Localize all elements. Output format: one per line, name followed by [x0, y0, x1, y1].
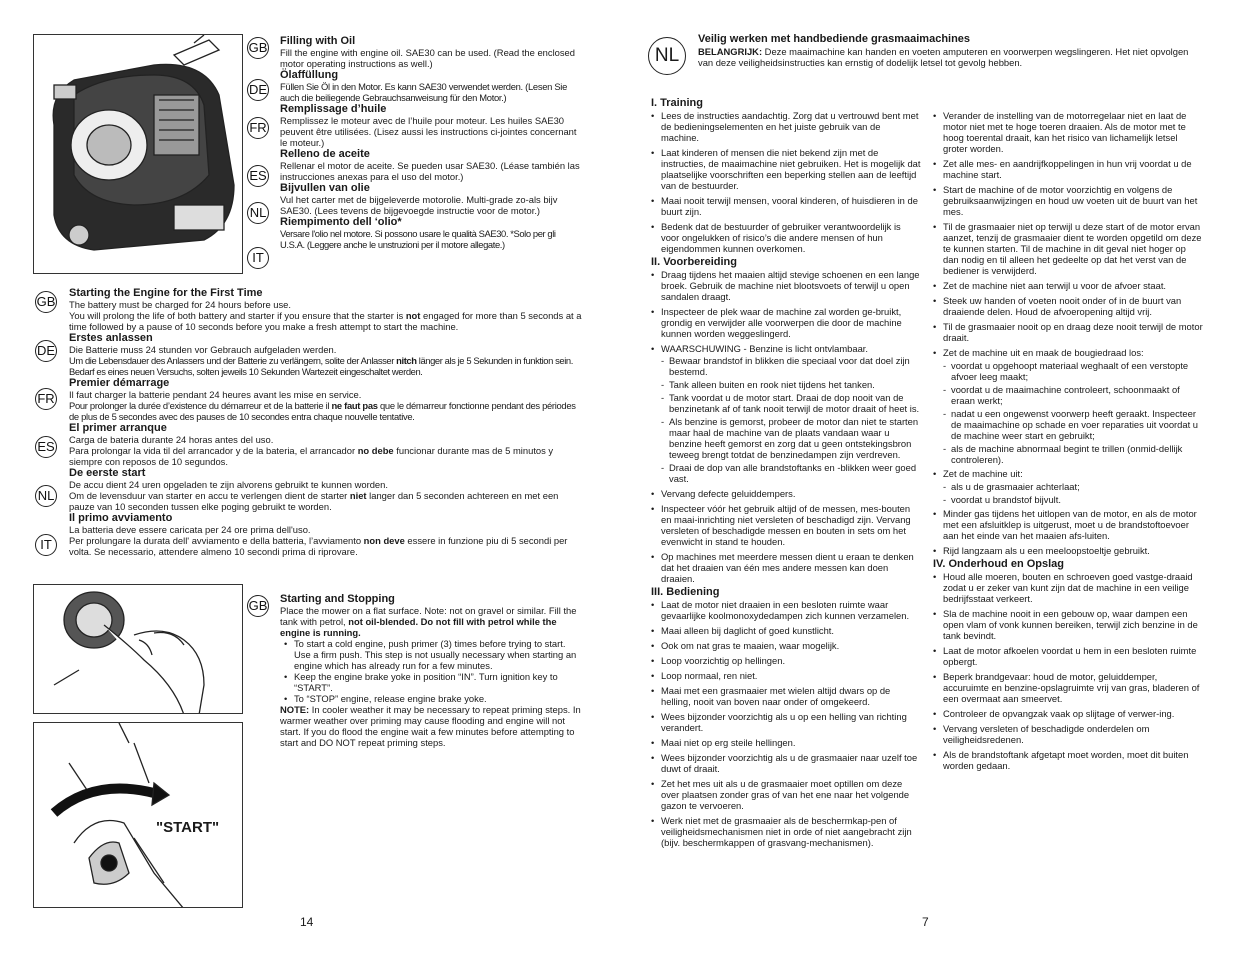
- lang-badge: GB: [35, 291, 57, 313]
- list-item: • Bedenk dat de bestuurder of gebruiker verantwoordelijk is voor ongelukken of risico’s die andere mensen of hun eigendommen kunnen overkomen.: [651, 221, 921, 254]
- paragraph: Pour prolonger la durée d’existence du démarreur et de la batterie il ne faut pas que le démarreur fonctionne pendant des périodes de plus de 5 secondes avec des pauses de 10 secondes entra chaque nouvelle tentative.: [69, 400, 576, 422]
- lang-badge: DE: [35, 340, 57, 362]
- paragraph: Place the mower on a flat surface. Note: not on gravel or similar. Fill the tank with petrol, not oil-blended. Do not fill with petrol while the engine is running.: [280, 605, 577, 638]
- list-item: - voordat u brandstof bijvult.: [943, 494, 1203, 505]
- paragraph: Versare l'olio nel motore. Si possono usare le qualità SAE30. *Solo per gli U.S.A. (Leggere anche le unstruzioni per il motore allegate.): [280, 228, 556, 250]
- paragraph: Per prolungare la durata dell' avviamento e della batteria, l’avviamento non deve essere in funzione piu di 5 secondi per volta. Se necessario, attendere almeno 10 secondi prima di riprovare.: [69, 535, 568, 557]
- list-item: • Zet alle mes- en aandrijfkoppelingen in hun vrij voordat u de machine start.: [933, 158, 1203, 180]
- paragraph: De accu dient 24 uren opgeladen te zijn alvorens gebruikt te kunnen worden.: [69, 479, 388, 490]
- list-item: • To start a cold engine, push primer (3) times before trying to start. Use a firm push. This step is not usually necessary when starting an engine which has already run for a few minutes.: [284, 638, 583, 671]
- paragraph: Vul het carter met de bijgeleverde motorolie. Multi-grade zo-als bijv SAE30. (Lees tevens de bijgevoegde instructie voor de motor.): [280, 194, 558, 216]
- lang-badge: IT: [35, 534, 57, 556]
- paragraph: Um die Lebensdauer des Anlassers und der Batterie zu verlängern, solite der Anlasser nitch länger als je 5 Sekunden in funktion sein. Bedarf es eines neuen Versuchs, solten jeweils 10 Sekunden Wartezeit eingeschaltet werden.: [69, 355, 573, 377]
- start-illustration: [33, 722, 243, 908]
- paragraph: Il faut charger la batterie pendant 24 heures avant les mise en service.: [69, 389, 362, 400]
- page-number: 7: [922, 915, 929, 929]
- paragraph: Remplissez le moteur avec de l’huile pour moteur. Les huiles SAE30 peuvent être utilisées. (Lisez aussi les instructions ci-jointes concernant le moteur.): [280, 115, 577, 148]
- paragraph: La batteria deve essere caricata per 24 ore prima dell'uso.: [69, 524, 311, 535]
- lang-badge: IT: [247, 247, 269, 269]
- section-title: Filling with Oil: [280, 35, 356, 47]
- paragraph: NOTE: In cooler weather it may be necessary to repeat priming steps. In warmer weather over priming may cause flooding and engine will not start. If you do flood the engine wait a few minutes before attempting to start and DO NOT repeat priming steps.: [280, 704, 581, 748]
- section-heading: I. Training: [651, 97, 703, 109]
- section-title: Starting and Stopping: [280, 593, 395, 605]
- list-item: • Til de grasmaaier nooit op en draag deze nooit terwijl de motor draait.: [933, 321, 1203, 343]
- section-title: El primer arranque: [69, 422, 167, 434]
- list-item: • Laat de motor niet draaien in een besloten ruimte waar gevaarlijke koolmonoxydedampen zich kunnen verzamelen.: [651, 599, 921, 621]
- column-2: [933, 110, 1203, 775]
- list-item: • Rijd langzaam als u een meeloopstoeltje gebruikt.: [933, 545, 1203, 556]
- paragraph: Para prolongar la vida til del arrancador y de la bateria, el arrancador no debe funcionar durante mas de 5 minutos y siempre con reposos de 10 segundos.: [69, 445, 554, 467]
- list-item: - Tank voordat u de motor start. Draai de dop nooit van de benzinetank af of tank nooit terwijl de motor draait of heet is.: [661, 392, 921, 414]
- list-item: - voordat u de maaimachine controleert, schoonmaakt of eraan werkt;: [943, 384, 1203, 406]
- list-item: • Sla de machine nooit in een gebouw op, waar dampen een open vlam of vonk kunnen bereiken, terwijl zich benzine in de tank bevindt.: [933, 608, 1203, 641]
- primer-illustration: [33, 584, 243, 714]
- list-item: • Loop voorzichtig op hellingen.: [651, 655, 921, 666]
- lang-badge: FR: [247, 117, 269, 139]
- list-item: • To “STOP” engine, release engine brake yoke.: [284, 693, 583, 704]
- section-title: Bijvullen van olie: [280, 182, 370, 194]
- list-item: • WAARSCHUWING - Benzine is licht ontvlambaar. - Bewaar brandstof in blikken die speciaal voor dat doel zijn bestemd. - Tank alleen buiten en rook niet tijdens het tanken. - Tank voordat u de motor start. Draai de dop nooit van de benzinetank af of tank nooit terwijl de motor draait of heet is. - Als benzine is gemorst, probeer de motor dan niet te starten maar haal de machine van de plaats vandaan waar u benzine heeft gemorst en zorg dat u geen ontstekingsbron teweeg brengt totdat de benzinedampen zijn verdreven. - Draai de dop van alle brandstoftanks en -blikken weer goed vast.: [651, 343, 921, 484]
- column-1: [651, 95, 921, 852]
- list-item: • Zet het mes uit als u de grasmaaier moet optillen om deze over plaatsen zonder gras of van het ene naar het volgende gazon te vervoeren.: [651, 778, 921, 811]
- list-item: - Tank alleen buiten en rook niet tijdens het tanken.: [661, 379, 921, 390]
- page-title: Veilig werken met handbediende grasmaaimachines: [698, 33, 971, 45]
- section-title: Premier démarrage: [69, 377, 170, 389]
- section-heading: II. Voorbereiding: [651, 256, 737, 268]
- list-item: • Controleer de opvangzak vaak op slijtage of verwer-ing.: [933, 708, 1203, 719]
- list-item: • Vervang versleten of beschadigde onderdelen om veiligheidsredenen.: [933, 723, 1203, 745]
- list-item: • Wees bijzonder voorzichtig als u de grasmaaier naar uzelf toe duwt of draait.: [651, 752, 921, 774]
- list-item: - Als benzine is gemorst, probeer de motor dan niet te starten maar haal de machine van de plaats vandaan waar u benzine heeft gemorst en zorg dat u geen ontstekingsbron teweeg brengt totdat de benzinedampen zijn verdreven.: [661, 416, 921, 460]
- section-title: De eerste start: [69, 467, 146, 479]
- list-item: • Draag tijdens het maaien altijd stevige schoenen en een lange broek. Gebruik de machine niet blootsvoets of terwijl u open sandalen draagt.: [651, 269, 921, 302]
- list-item: • Loop normaal, ren niet.: [651, 670, 921, 681]
- lang-badge: NL: [35, 485, 57, 507]
- paragraph: Die Batterie muss 24 stunden vor Gebrauch aufgeladen werden.: [69, 344, 337, 355]
- list-item: - als de machine abnormaal begint te trillen (onmid-dellijk controleren).: [943, 443, 1203, 465]
- list-item: • Als de brandstoftank afgetapt moet worden, moet dit buiten worden gedaan.: [933, 749, 1203, 771]
- list-item: • Lees de instructies aandachtig. Zorg dat u vertrouwd bent met de bedieningselementen en het juiste gebruik van de machine.: [651, 110, 921, 143]
- paragraph: Rellenar el motor de aceite. Se pueden usar SAE30. (Léase también las instrucciones anexas para el uso del motor.): [280, 160, 580, 182]
- paragraph: You will prolong the life of both battery and starter if you ensure that the starter is not engaged for more than 5 seconds at a time followed by a pause of 10 seconds before you make a fresh attempt to start the machine.: [69, 310, 582, 332]
- list-item: • Laat de motor afkoelen voordat u hem in een besloten ruimte opbergt.: [933, 645, 1203, 667]
- lang-badge-large: NL: [648, 37, 686, 75]
- lang-badge: ES: [35, 436, 57, 458]
- section-title: Ölaffüllung: [280, 69, 339, 81]
- paragraph: Om de levensduur van starter en accu te verlengen dient de starter niet langer dan 5 seconden achtereen en met een pauze van 10 seconden tussen elke poging gebruikt te worden.: [69, 490, 559, 512]
- list-item: • Zet de machine niet aan terwijl u voor de afvoer staat.: [933, 280, 1203, 291]
- list-item: • Zet de machine uit:: [933, 468, 1203, 479]
- list-item: • Inspecteer vóór het gebruik altijd of de messen, mes-bouten en maai-inrichting niet versleten of beschadigd zijn. Vervang versleten of beschadigde messen en bouten in sets om het evenwicht in stand te houden.: [651, 503, 921, 547]
- list-item: • Steek uw handen of voeten nooit onder of in de buurt van draaiende delen. Houd de afvoeropening altijd vrij.: [933, 295, 1203, 317]
- list-item: • Zet de machine uit en maak de bougiedraad los:: [933, 347, 1203, 358]
- paragraph: Fill the engine with engine oil. SAE30 can be used. (Read the enclosed motor operating instructions as well.): [280, 47, 575, 69]
- list-item: • Inspecteer de plek waar de machine zal worden ge-bruikt, grondig en verwijder alle voorwerpen die door de machine kunnen worden weggeslingerd.: [651, 306, 921, 339]
- section-title: Il primo avviamento: [69, 512, 173, 524]
- section-title: Riempimento dell ‘olio*: [280, 216, 402, 228]
- section-title: Erstes anlassen: [69, 332, 153, 344]
- list-item: • Houd alle moeren, bouten en schroeven goed vastge-draaid zodat u er zeker van kunt zijn dat de machine in een veilige bedrijfsstaat verkeert.: [933, 571, 1203, 604]
- section-title: Relleno de aceite: [280, 148, 370, 160]
- list-item: - Draai de dop van alle brandstoftanks en -blikken weer goed vast.: [661, 462, 921, 484]
- list-item: - Bewaar brandstof in blikken die speciaal voor dat doel zijn bestemd.: [661, 355, 921, 377]
- list-item: • Verander de instelling van de motorregelaar niet en laat de motor niet met te hoge toeren draaien. Als de motor met te hoog toerental draait, kan het risico van lichamelijk letsel groter worden.: [933, 110, 1203, 154]
- paragraph: The battery must be charged for 24 hours before use.: [69, 299, 292, 310]
- section-heading: IV. Onderhoud en Opslag: [933, 558, 1065, 570]
- start-label: "START": [156, 819, 220, 836]
- list-item: • Maai met een grasmaaier met wielen altijd dwars op de helling, nooit van boven naar onder of omgekeerd.: [651, 685, 921, 707]
- lang-badge: NL: [247, 202, 269, 224]
- section-title: Remplissage d’huile: [280, 103, 387, 115]
- list-item: • Vervang defecte geluiddempers.: [651, 488, 921, 499]
- warning: BELANGRIJK: Deze maaimachine kan handen en voeten amputeren en voorwerpen wegslingeren. Het niet opvolgen van deze veiligheidsinstructies kan ernstig of dodelijk letsel tot gevolg hebben.: [698, 46, 1189, 68]
- list-item: - nadat u een ongewenst voorwerp heeft geraakt. Inspecteer de maaimachine op schade en voer reparaties uit voordat u de machine weer start en gebruikt;: [943, 408, 1203, 441]
- section-title: Starting the Engine for the First Time: [69, 287, 263, 299]
- list-item: - als u de grasmaaier achterlaat;: [943, 481, 1203, 492]
- list-item: • Keep the engine brake yoke in position “IN”. Turn ignition key to “START”.: [284, 671, 583, 693]
- list-item: • Ook om nat gras te maaien, waar mogelijk.: [651, 640, 921, 651]
- lang-badge: GB: [247, 37, 269, 59]
- list-item: - voordat u opgehoopt materiaal weghaalt of een verstopte afvoer leeg maakt;: [943, 360, 1203, 382]
- list-item: • Til de grasmaaier niet op terwijl u deze start of de motor ervan aanzet, tenzij de grasmaaier dient te worden opgetild om deze te kunnen starten. Til de machine in dit geval niet hoger op dan nodig en til alleen het gedeelte op dat het verst van de bediener is verwijderd.: [933, 221, 1203, 276]
- list-item: • Start de machine of de motor voorzichtig en volgens de gebruiksaanwijzingen en houd uw voeten uit de buurt van het mes.: [933, 184, 1203, 217]
- lang-badge: GB: [247, 595, 269, 617]
- list-item: • Op machines met meerdere messen dient u eraan te denken dat het draaien van één mes andere messen kan doen draaien.: [651, 551, 921, 584]
- section-heading: III. Bediening: [651, 586, 720, 598]
- engine-illustration: [33, 34, 243, 274]
- lang-badge: DE: [247, 79, 269, 101]
- list-item: • Maai nooit terwijl mensen, vooral kinderen, of huisdieren in de buurt zijn.: [651, 195, 921, 217]
- list-item: • Minder gas tijdens het uitlopen van de motor, en als de motor met een afsluitklep is uitgerust, moet u de brandstoftoevoer aan het einde van het maaien afs-luiten.: [933, 508, 1203, 541]
- list-item: • Maai niet op erg steile hellingen.: [651, 737, 921, 748]
- list-item: • Beperk brandgevaar: houd de motor, geluiddemper, accuruimte en benzine-opslagruimte vrij van gras, bladeren of een overmaat aan smeervet.: [933, 671, 1203, 704]
- lang-badge: FR: [35, 388, 57, 410]
- list-item: • Laat kinderen of mensen die niet bekend zijn met de instructies, de maaimachine niet gebruiken. Het is mogelijk dat plaatselijke voorschriften een beperking stellen aan de leeftijd van de bestuurder.: [651, 147, 921, 191]
- list-item: • Wees bijzonder voorzichtig als u op een helling van richting verandert.: [651, 711, 921, 733]
- paragraph: Carga de bateria durante 24 horas antes del uso.: [69, 434, 274, 445]
- paragraph: Füllen Sie Öl in den Motor. Es kann SAE30 verwendet werden. (Lesen Sie auch die beiliegende Gebrauchsanweisung für den Motor.): [280, 81, 567, 103]
- list-item: • Maai alleen bij daglicht of goed kunstlicht.: [651, 625, 921, 636]
- page-number: 14: [300, 915, 314, 929]
- list-item: • Werk niet met de grasmaaier als de beschermkap-pen of veiligheidsmechanismen niet in orde of niet aangebracht zijn (bijv. beschermkappen of grasvang-mechanismen).: [651, 815, 921, 848]
- lang-badge: ES: [247, 165, 269, 187]
